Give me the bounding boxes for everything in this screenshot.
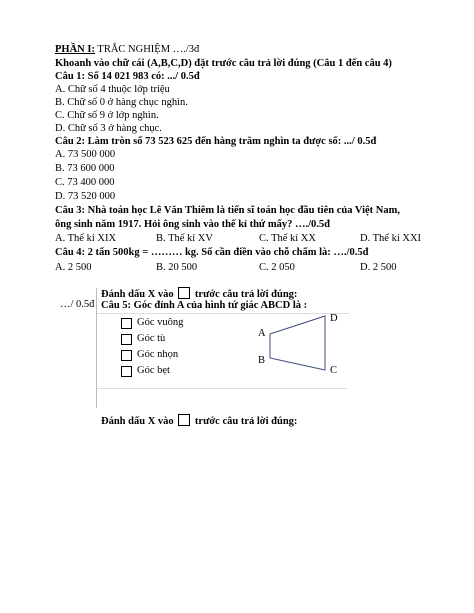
checkbox-goc-vuong[interactable]: [121, 318, 132, 329]
question-3-option-d[interactable]: D. Thế kỉ XXI: [360, 233, 422, 244]
question-4-option-a[interactable]: A. 2 500: [55, 262, 92, 273]
empty-box-icon-2: [178, 414, 190, 426]
empty-box-icon: [178, 287, 190, 299]
next-question-instruction: [101, 414, 297, 428]
instruction-before-text: Đánh dấu X vào: [101, 289, 174, 300]
part-title: TRẮC NGHIỆM …./3đ: [94, 44, 200, 55]
part-label: PHẦN I:: [55, 44, 95, 55]
question-1-option-d[interactable]: D. Chữ số 3 ở hàng chục.: [55, 123, 162, 134]
instruction-after-text: trước câu trả lời đúng:: [194, 289, 298, 300]
question-5-stem: Câu 5: Góc đỉnh A của hình tứ giác ABCD là :: [101, 300, 308, 311]
question-2-option-b[interactable]: B. 73 600 000: [55, 163, 115, 174]
question-2-stem: Câu 2: Làm tròn số 73 523 625 đến hàng trăm nghìn ta được số: .../ 0.5đ: [55, 136, 377, 147]
bottom-divider: [97, 388, 347, 389]
question-1-option-a[interactable]: A. Chữ số 4 thuộc lớp triệu: [55, 84, 170, 95]
question-4-option-b[interactable]: B. 20 500: [156, 262, 198, 273]
question-4-option-c[interactable]: C. 2 050: [259, 262, 295, 273]
vertex-label-d: D: [330, 313, 338, 324]
question-2-option-d[interactable]: D. 73 520 000: [55, 191, 116, 202]
quadrilateral-shape: [270, 316, 325, 370]
checkbox-goc-tu[interactable]: [121, 334, 132, 345]
question-2-option-c[interactable]: C. 73 400 000: [55, 177, 115, 188]
next-instruction-before-text: Đánh dấu X vào: [101, 416, 174, 427]
question-4-stem: Câu 4: 2 tấn 500kg = ……… kg. Số cần điền vào chỗ chấm là: …./0.5đ: [55, 247, 369, 258]
question-1-option-c[interactable]: C. Chữ số 9 ở lớp nghìn.: [55, 110, 159, 121]
option-goc-nhon-label: Góc nhọn: [137, 349, 179, 360]
question-3-option-a[interactable]: A. Thế kỉ XIX: [55, 233, 117, 244]
question-3-option-b[interactable]: B. Thế kỉ XV: [156, 233, 213, 244]
question-5-instruction: [101, 287, 297, 301]
option-goc-vuong-label: Góc vuông: [137, 317, 184, 328]
question-5-score: …/ 0.5đ: [60, 299, 95, 310]
question-1-option-b[interactable]: B. Chữ số 0 ở hàng chục nghìn.: [55, 97, 188, 108]
vertex-label-c: C: [330, 365, 338, 376]
question-1-stem: Câu 1: Số 14 021 983 có: .../ 0.5đ: [55, 71, 200, 82]
option-goc-bet-label: Góc bẹt: [137, 365, 170, 376]
checkbox-goc-nhon[interactable]: [121, 350, 132, 361]
question-2-option-a[interactable]: A. 73 500 000: [55, 149, 116, 160]
section-instruction: Khoanh vào chữ cái (A,B,C,D) đặt trước câu trả lời đúng (Câu 1 đến câu 4): [55, 58, 392, 69]
next-instruction-after-text: trước câu trả lời đúng:: [194, 416, 298, 427]
option-goc-tu-label: Góc tù: [137, 333, 166, 344]
score-divider: [96, 288, 97, 408]
checkbox-goc-bet[interactable]: [121, 366, 132, 377]
question-3-stem-line-2: ông sinh năm 1917. Hỏi ông sinh vào thế kỉ thứ mấy? …./0.5đ: [55, 219, 330, 230]
vertex-label-b: B: [258, 355, 266, 366]
vertex-label-a: A: [258, 328, 266, 339]
question-3-option-c[interactable]: C. Thế kỉ XX: [259, 233, 316, 244]
part-heading: [55, 44, 199, 56]
question-3-stem-line-1: Câu 3: Nhà toán học Lê Văn Thiêm là tiến sĩ toán học đầu tiên của Việt Nam,: [55, 205, 400, 216]
question-4-option-d[interactable]: D. 2 500: [360, 262, 397, 273]
